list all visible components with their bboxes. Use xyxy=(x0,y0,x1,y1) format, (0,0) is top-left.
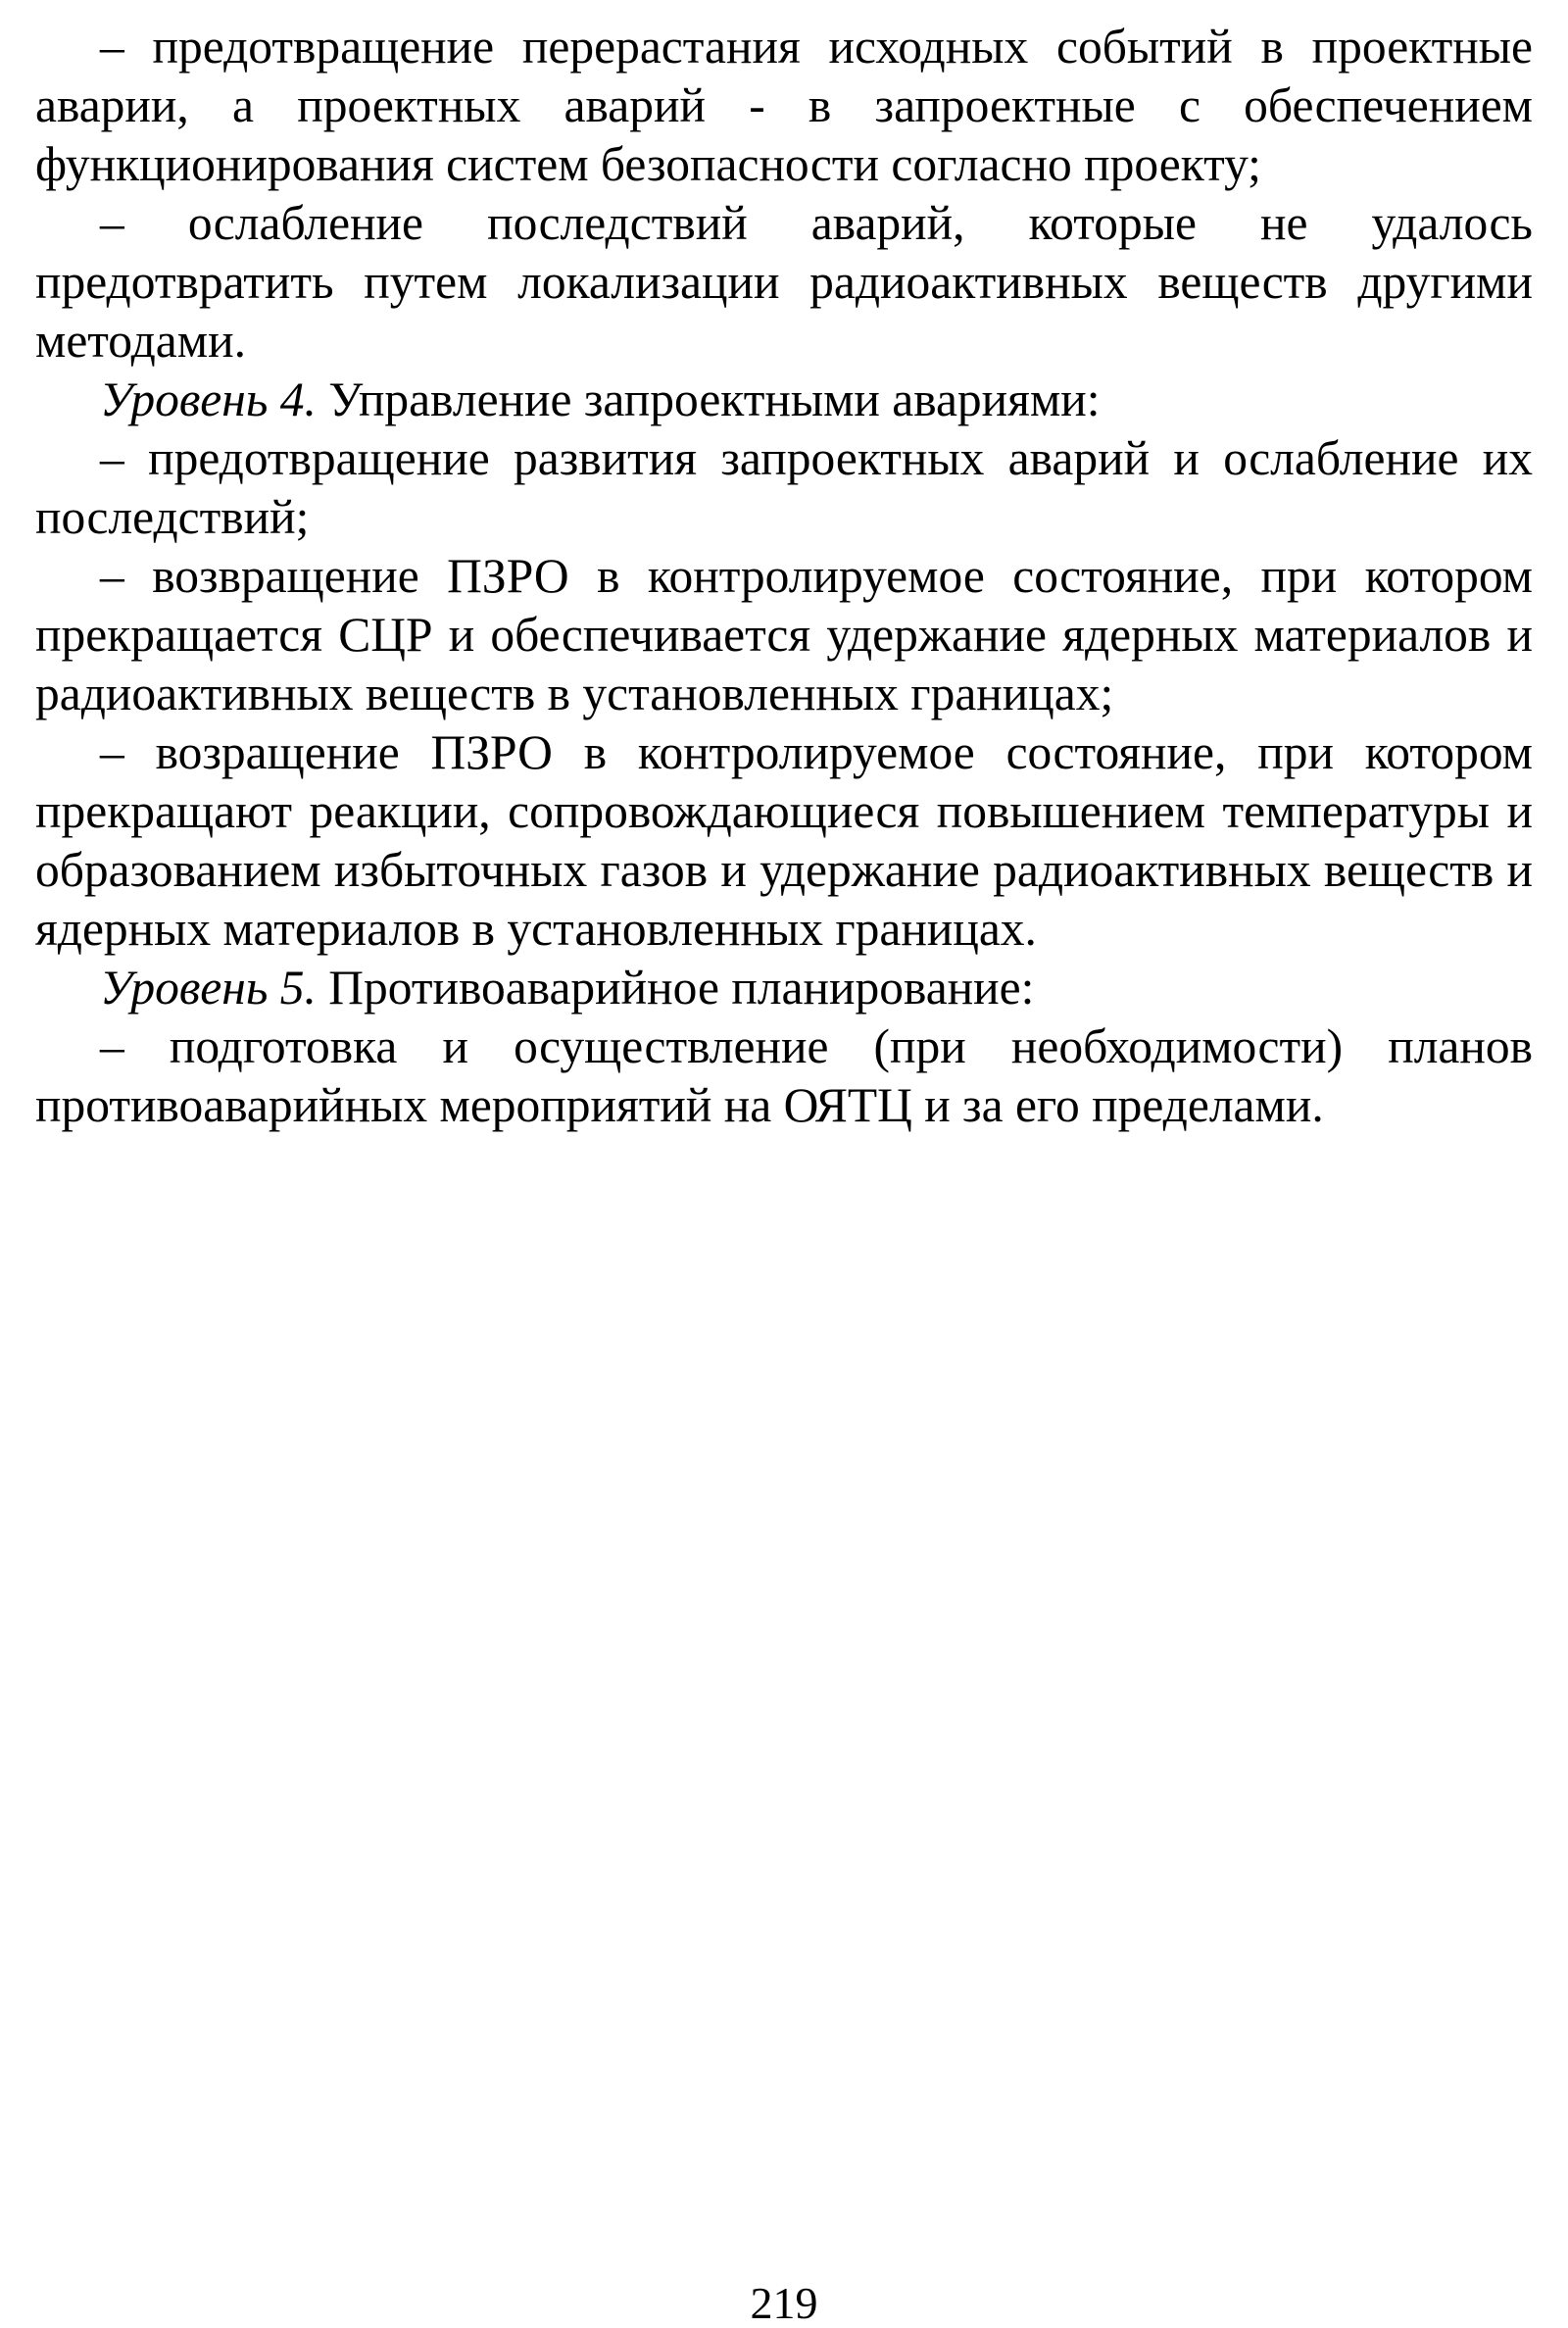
paragraph-item xyxy=(35,18,1533,194)
paragraph-text: – подготовка и осуществление (при необходимости) планов противоаварийных мероприятий на ОЯТЦ и за его пределами. xyxy=(35,1019,1533,1132)
paragraph-level-4 xyxy=(35,371,1533,429)
paragraph-item xyxy=(35,429,1533,547)
paragraph-item xyxy=(35,723,1533,959)
paragraph-item xyxy=(35,1017,1533,1135)
paragraph-text: Противоаварийное планирование: xyxy=(328,961,1035,1015)
paragraph-text: – предотвращение перерастания исходных событий в проектные аварии, а проектных аварий - в запроектные с обеспечением функционирования систем безопасности согласно проекту; xyxy=(35,20,1533,191)
paragraph-text: – возращение ПЗРО в контролируемое состояние, при котором прекращают реакции, сопровождающиеся повышением температуры и образованием избыточных газов и удержание радиоактивных веществ и ядерных материалов в установленных границах. xyxy=(35,725,1533,956)
document-page xyxy=(35,18,1533,1135)
level-heading: Уровень 5. xyxy=(100,961,317,1015)
paragraph-item xyxy=(35,547,1533,723)
paragraph-text: – возвращение ПЗРО в контролируемое состояние, при котором прекращается СЦР и обеспечивается удержание ядерных материалов и радиоактивных веществ в установленных границах; xyxy=(35,549,1533,720)
paragraph-level-5 xyxy=(35,959,1533,1017)
paragraph-text: Управление запроектными авариями: xyxy=(328,372,1101,426)
page-number: 219 xyxy=(750,2278,818,2328)
paragraph-item xyxy=(35,194,1533,371)
paragraph-text: – ослабление последствий аварий, которые не удалось предотвратить путем локализации радиоактивных веществ другими методами. xyxy=(35,196,1533,368)
paragraph-text: – предотвращение развития запроектных аварий и ослабление их последствий; xyxy=(35,431,1533,544)
level-heading: Уровень 4. xyxy=(100,372,317,426)
